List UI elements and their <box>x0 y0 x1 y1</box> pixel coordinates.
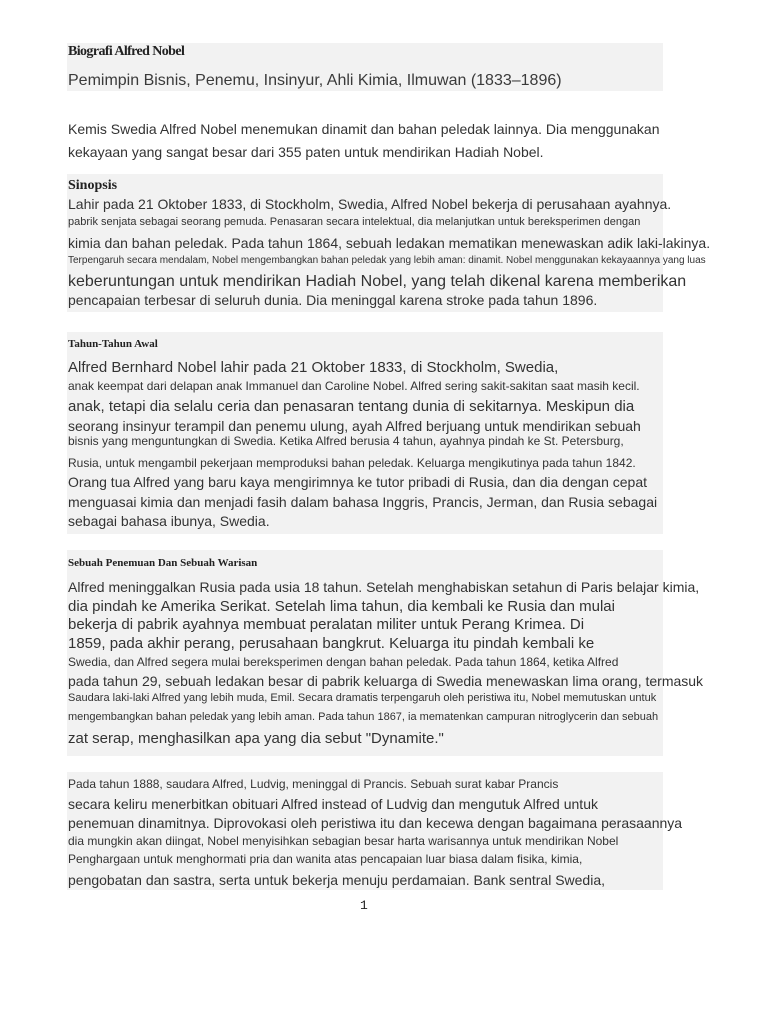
paragraph-line: dia pindah ke Amerika Serikat. Setelah lima tahun, dia kembali ke Rusia dan mulai <box>68 598 615 615</box>
paragraph-line: Penghargaan untuk menghormati pria dan wanita atas pencapaian luar biasa dalam fisika, kimia, <box>68 852 583 866</box>
paragraph-line: Swedia, dan Alfred segera mulai bereksperimen dengan bahan peledak. Pada tahun 1864, ketika Alfred <box>68 655 619 669</box>
paragraph-line: menguasai kimia dan menjadi fasih dalam bahasa Inggris, Prancis, Jerman, dan Rusia sebagai <box>68 494 658 510</box>
paragraph-line: dia mungkin akan diingat, Nobel menyisihkan sebagian besar harta warisannya untuk mendirikan Nobel <box>68 834 619 848</box>
paragraph-line: secara keliru menerbitkan obituari Alfred instead of Ludvig dan mengutuk Alfred untuk <box>68 796 598 812</box>
paragraph-line: penemuan dinamitnya. Diprovokasi oleh peristiwa itu dan kecewa dengan bagaimana perasaannya <box>68 815 683 831</box>
paragraph-line: seorang insinyur terampil dan penemu ulung, ayah Alfred berjuang untuk mendirikan sebuah <box>68 418 641 434</box>
paragraph-line: keberuntungan untuk mendirikan Hadiah Nobel, yang telah dikenal karena memberikan <box>68 273 687 290</box>
paragraph-line: pengobatan dan sastra, serta untuk bekerja menuju perdamaian. Bank sentral Swedia, <box>68 872 606 888</box>
paragraph-line: Lahir pada 21 Oktober 1833, di Stockholm, Swedia, Alfred Nobel bekerja di perusahaan ayahnya. <box>68 196 672 212</box>
paragraph-line: Saudara laki-laki Alfred yang lebih muda, Emil. Secara dramatis terpengaruh oleh peristiwa itu, Nobel memutuskan untuk <box>68 692 657 704</box>
paragraph-line: Rusia, untuk mengambil pekerjaan memproduksi bahan peledak. Keluarga mengikutinya pada tahun 1842. <box>68 456 636 470</box>
paragraph-line: Terpengaruh secara mendalam, Nobel mengembangkan bahan peledak yang lebih aman: dinamit. Nobel menggunakan kekayaannya yang luas <box>68 255 706 266</box>
page-number: 1 <box>360 898 368 913</box>
paragraph-line: sebagai bahasa ibunya, Swedia. <box>68 513 270 529</box>
paragraph-line: pada tahun 29, sebuah ledakan besar di pabrik keluarga di Swedia menewaskan lima orang, termasuk <box>68 673 704 689</box>
page-title: Biografi Alfred Nobel <box>68 44 185 59</box>
paragraph-line: Alfred Bernhard Nobel lahir pada 21 Oktober 1833, di Stockholm, Swedia, <box>68 359 559 376</box>
section-heading-awal: Tahun-Tahun Awal <box>68 338 158 350</box>
section-heading-sinopsis: Sinopsis <box>68 178 118 193</box>
paragraph-line: mengembangkan bahan peledak yang lebih aman. Pada tahun 1867, ia mematenkan campuran nitroglycerin dan sebuah <box>68 711 659 723</box>
paragraph-line: Pada tahun 1888, saudara Alfred, Ludvig, meninggal di Prancis. Sebuah surat kabar Prancis <box>68 777 559 791</box>
paragraph-line: zat serap, menghasilkan apa yang dia sebut "Dynamite." <box>68 730 444 747</box>
paragraph-line: 1859, pada akhir perang, perusahaan bangkrut. Keluarga itu pindah kembali ke <box>68 635 595 652</box>
intro-line: Kemis Swedia Alfred Nobel menemukan dinamit dan bahan peledak lainnya. Dia menggunakan <box>68 121 660 137</box>
paragraph-line: Orang tua Alfred yang baru kaya mengirimnya ke tutor pribadi di Rusia, dan dia dengan cepat <box>68 474 648 490</box>
paragraph-line: pabrik senjata sebagai seorang pemuda. Penasaran secara intelektual, dia melanjutkan untuk bereksperimen dengan <box>68 216 641 228</box>
paragraph-line: Alfred meninggalkan Rusia pada usia 18 tahun. Setelah menghabiskan setahun di Paris belajar kimia, <box>68 579 700 595</box>
section-heading-penemuan: Sebuah Penemuan Dan Sebuah Warisan <box>68 557 258 569</box>
paragraph-line: bisnis yang menguntungkan di Swedia. Ketika Alfred berusia 4 tahun, ayahnya pindah ke St. Petersburg, <box>68 434 624 448</box>
page-subtitle: Pemimpin Bisnis, Penemu, Insinyur, Ahli Kimia, Ilmuwan (1833–1896) <box>68 72 562 89</box>
paragraph-line: kimia dan bahan peledak. Pada tahun 1864, sebuah ledakan mematikan menewaskan adik laki-lakinya. <box>68 235 711 251</box>
paragraph-line: anak, tetapi dia selalu ceria dan penasaran tentang dunia di sekitarnya. Meskipun dia <box>68 398 635 415</box>
paragraph-line: bekerja di pabrik ayahnya membuat peralatan militer untuk Perang Krimea. Di <box>68 616 585 633</box>
paragraph-line: anak keempat dari delapan anak Immanuel dan Caroline Nobel. Alfred sering sakit-sakitan saat masih kecil. <box>68 379 640 393</box>
paragraph-line: pencapaian terbesar di seluruh dunia. Dia meninggal karena stroke pada tahun 1896. <box>68 292 598 308</box>
intro-line: kekayaan yang sangat besar dari 355 paten untuk mendirikan Hadiah Nobel. <box>68 144 544 160</box>
